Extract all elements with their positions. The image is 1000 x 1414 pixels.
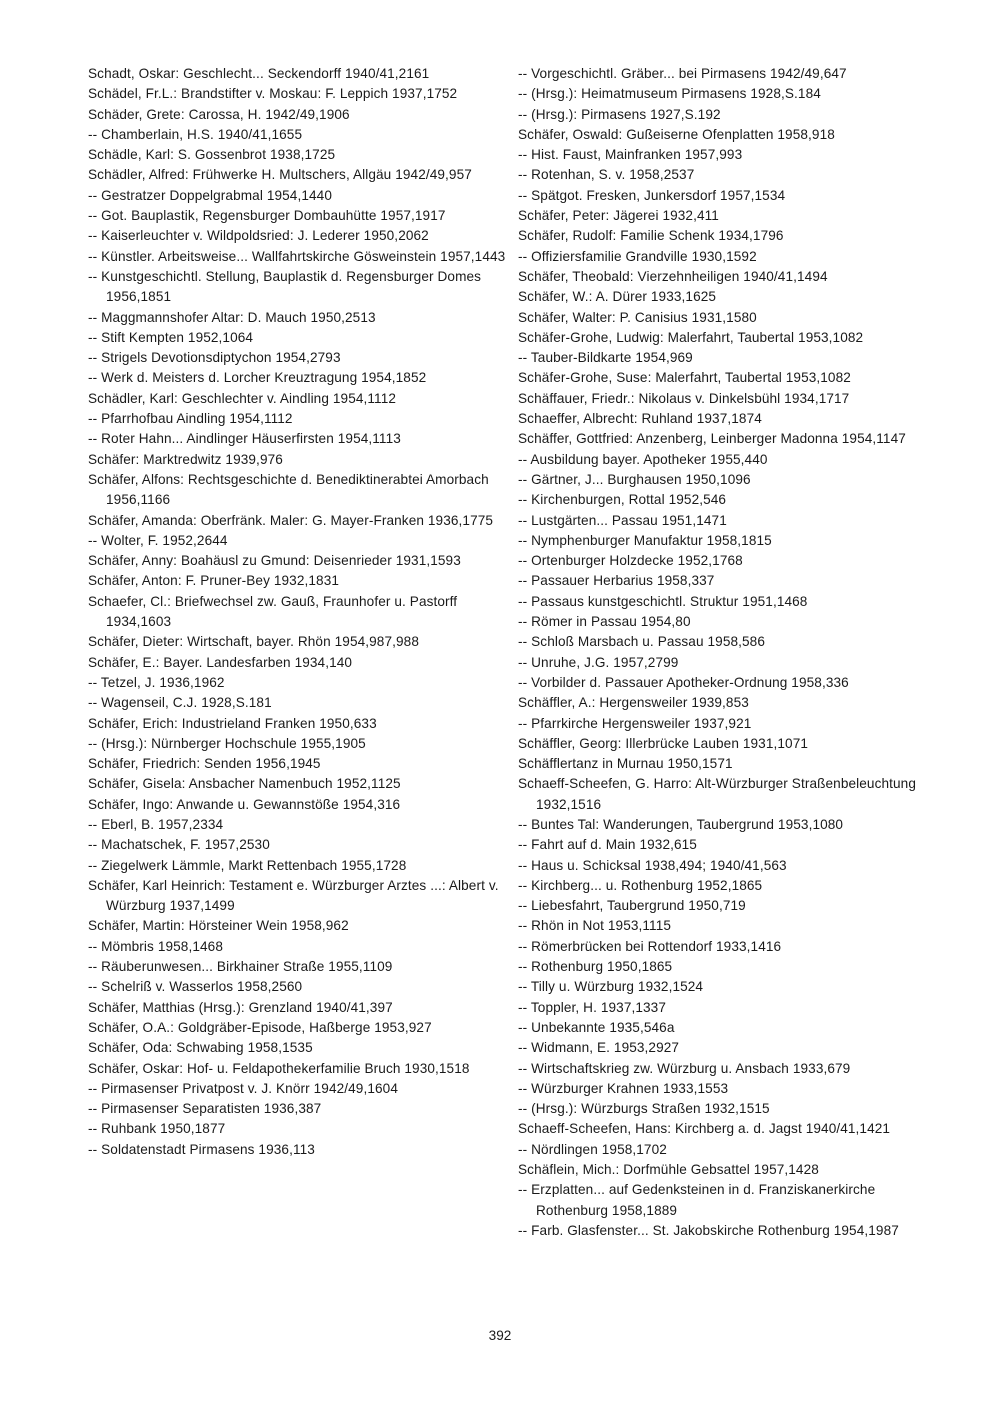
index-entry: Schäfer, Martin: Hörsteiner Wein 1958,962: [88, 918, 349, 934]
index-entry: -- Tauber-Bildkarte 1954,969: [518, 350, 693, 366]
index-entry: -- Räuberunwesen... Birkhainer Straße 1955,1109: [88, 959, 393, 975]
index-entry: Schäfer, E.: Bayer. Landesfarben 1934,140: [88, 654, 353, 670]
index-entry: -- Spätgot. Fresken, Junkersdorf 1957,1534: [518, 187, 786, 203]
index-entry: Schädel, Fr.L.: Brandstifter v. Moskau: F. Leppich 1937,1752: [88, 86, 458, 102]
index-entry: -- Wirtschaftskrieg zw. Würzburg u. Ansbach 1933,679: [518, 1060, 851, 1076]
index-entry: -- Römerbrücken bei Rottendorf 1933,1416: [518, 938, 782, 954]
index-entry: -- Offiziersfamilie Grandville 1930,1592: [518, 248, 757, 264]
index-entry: -- Pirmasenser Separatisten 1936,387: [88, 1101, 322, 1117]
index-entry: -- Machatschek, F. 1957,2530: [88, 837, 270, 853]
index-entry: -- Tetzel, J. 1936,1962: [88, 674, 225, 690]
index-entry: -- Würzburger Krahnen 1933,1553: [518, 1080, 729, 1096]
index-entry: -- Ziegelwerk Lämmle, Markt Rettenbach 1955,1728: [88, 857, 407, 873]
index-entry: -- Tilly u. Würzburg 1932,1524: [518, 979, 704, 995]
index-entry: Schäfer, O.A.: Goldgräber-Episode, Haßberge 1953,927: [88, 1019, 432, 1035]
index-entry: -- Unruhe, J.G. 1957,2799: [518, 654, 679, 670]
index-entry: Schäffer, Gottfried: Anzenberg, Leinberger Madonna 1954,1147: [518, 431, 906, 447]
index-entry: Schäfer, Dieter: Wirtschaft, bayer. Rhön 1954,987,988: [88, 634, 419, 650]
index-entry: -- Kirchberg... u. Rothenburg 1952,1865: [518, 877, 763, 893]
index-entry: -- Erzplatten... auf Gedenksteinen in d. Franziskanerkirche Rothenburg 1958,1889: [518, 1182, 876, 1218]
index-entry: -- Stift Kempten 1952,1064: [88, 329, 254, 345]
index-entry: Schäfer, Karl Heinrich: Testament e. Würzburger Arztes ...: Albert v. Würzburg 1937,1499: [88, 877, 499, 914]
index-entry: -- Werk d. Meisters d. Lorcher Kreuztragung 1954,1852: [88, 370, 427, 386]
index-entry: Schädle, Karl: S. Gossenbrot 1938,1725: [88, 147, 336, 163]
index-entry: Schäfer, Friedrich: Senden 1956,1945: [88, 756, 321, 772]
index-entry: -- Liebesfahrt, Taubergrund 1950,719: [518, 898, 746, 914]
index-entry: -- (Hrsg.): Heimatmuseum Pirmasens 1928,S.184: [518, 86, 821, 102]
page-number: 392: [488, 1328, 512, 1343]
index-entry: Schäfer-Grohe, Ludwig: Malerfahrt, Taubertal 1953,1082: [518, 329, 864, 345]
index-entry: Schäfer, Gisela: Ansbacher Namenbuch 1952,1125: [88, 776, 401, 792]
index-entry: Schäfer, Anton: F. Pruner-Bey 1932,1831: [88, 573, 340, 589]
index-entry: -- Vorgeschichtl. Gräber... bei Pirmasens 1942/49,647: [518, 66, 847, 81]
index-entry: -- Ruhbank 1950,1877: [88, 1121, 226, 1137]
index-entry: Schäfer, Oswald: Gußeiserne Ofenplatten 1958,918: [518, 126, 835, 142]
index-entry: -- Passaus kunstgeschichtl. Struktur 1951,1468: [518, 593, 808, 609]
left-column: [88, 64, 508, 1160]
index-entry: -- Vorbilder d. Passauer Apotheker-Ordnung 1958,336: [518, 674, 849, 690]
index-entry: -- Pfarrkirche Hergensweiler 1937,921: [518, 715, 752, 731]
index-entry: -- Kunstgeschichtl. Stellung, Bauplastik d. Regensburger Domes 1956,1851: [88, 268, 482, 305]
index-entry: -- Strigels Devotionsdiptychon 1954,2793: [88, 350, 341, 366]
right-column: [518, 64, 938, 1241]
index-entry: -- Römer in Passau 1954,80: [518, 614, 691, 630]
index-entry: -- (Hrsg.): Nürnberger Hochschule 1955,1905: [88, 735, 366, 751]
index-entry: -- Schelriß v. Wasserlos 1958,2560: [88, 979, 303, 995]
index-entry: Schäfer, Rudolf: Familie Schenk 1934,1796: [518, 228, 784, 244]
index-entry: -- Widmann, E. 1953,2927: [518, 1040, 680, 1056]
index-entry: -- Haus u. Schicksal 1938,494; 1940/41,563: [518, 857, 787, 873]
index-entry: -- Kaiserleuchter v. Wildpoldsried: J. Lederer 1950,2062: [88, 228, 429, 244]
index-entry: Schäfer, Alfons: Rechtsgeschichte d. Benediktinerabtei Amorbach 1956,1166: [88, 471, 489, 508]
index-entry: -- Gestratzer Doppelgrabmal 1954,1440: [88, 187, 332, 203]
index-entry: Schaeff-Scheefen, Hans: Kirchberg a. d. Jagst 1940/41,1421: [518, 1121, 891, 1137]
index-entry: Schäfer, Oskar: Hof- u. Feldapothekerfamilie Bruch 1930,1518: [88, 1060, 470, 1076]
index-entry: -- Toppler, H. 1937,1337: [518, 999, 667, 1015]
index-entry: -- Rotenhan, S. v. 1958,2537: [518, 167, 695, 183]
index-entry: Schäfer, Peter: Jägerei 1932,411: [518, 208, 719, 224]
index-entry: -- Schloß Marsbach u. Passau 1958,586: [518, 634, 766, 650]
index-entry: -- Wagenseil, C.J. 1928,S.181: [88, 695, 272, 711]
index-entry: -- Rothenburg 1950,1865: [518, 959, 673, 975]
index-entry: -- Ortenburger Holzdecke 1952,1768: [518, 553, 743, 569]
index-entry: Schaeffer, Albrecht: Ruhland 1937,1874: [518, 411, 762, 427]
index-entry: Schäfer, Matthias (Hrsg.): Grenzland 1940/41,397: [88, 999, 393, 1015]
index-entry: Schäflein, Mich.: Dorfmühle Gebsattel 1957,1428: [518, 1162, 819, 1178]
index-entry: Schäfer, Anny: Boahäusl zu Gmund: Deisenrieder 1931,1593: [88, 553, 461, 569]
index-entry: -- Passauer Herbarius 1958,337: [518, 573, 715, 589]
index-entry: Schäfer, Oda: Schwabing 1958,1535: [88, 1040, 313, 1056]
index-entry: -- Lustgärten... Passau 1951,1471: [518, 512, 727, 528]
index-entry: Schaefer, Cl.: Briefwechsel zw. Gauß, Fraunhofer u. Pastorff 1934,1603: [88, 593, 458, 630]
index-entry: Schäffler, Georg: Illerbrücke Lauben 1931,1071: [518, 735, 809, 751]
index-entry: -- Gärtner, J... Burghausen 1950,1096: [518, 471, 751, 487]
index-entry: -- Roter Hahn... Aindlinger Häuserfirsten 1954,1113: [88, 431, 401, 447]
index-entry: -- Pfarrhofbau Aindling 1954,1112: [88, 411, 293, 427]
index-entry: -- Buntes Tal: Wanderungen, Taubergrund 1953,1080: [518, 816, 844, 832]
index-entry: Schäffler, A.: Hergensweiler 1939,853: [518, 695, 749, 711]
index-entry: Schäfer, W.: A. Dürer 1933,1625: [518, 289, 717, 305]
index-entry: Schäfer, Erich: Industrieland Franken 1950,633: [88, 715, 377, 731]
index-entry: Schäfer-Grohe, Suse: Malerfahrt, Taubertal 1953,1082: [518, 370, 851, 386]
index-entry: -- Hist. Faust, Mainfranken 1957,993: [518, 147, 743, 163]
index-entry: Schäder, Grete: Carossa, H. 1942/49,1906: [88, 106, 350, 122]
index-entry: -- Eberl, B. 1957,2334: [88, 816, 224, 832]
index-entry: Schäfer: Marktredwitz 1939,976: [88, 451, 283, 467]
index-entry: -- Fahrt auf d. Main 1932,615: [518, 837, 697, 853]
index-entry: -- Nördlingen 1958,1702: [518, 1141, 667, 1157]
index-entry: -- Kirchenburgen, Rottal 1952,546: [518, 492, 727, 508]
index-entry: Schäfflertanz in Murnau 1950,1571: [518, 756, 733, 772]
index-entry: Schäfer, Ingo: Anwande u. Gewannstöße 1954,316: [88, 796, 401, 812]
index-entry: -- Chamberlain, H.S. 1940/41,1655: [88, 126, 303, 142]
index-entry: -- Got. Bauplastik, Regensburger Dombauhütte 1957,1917: [88, 208, 446, 224]
index-entry: -- Künstler. Arbeitsweise... Wallfahrtskirche Gösweinstein 1957,1443: [88, 248, 506, 264]
index-entry: -- (Hrsg.): Pirmasens 1927,S.192: [518, 106, 721, 122]
index-entry: Schädler, Alfred: Frühwerke H. Multschers, Allgäu 1942/49,957: [88, 167, 472, 183]
index-entry: -- Rhön in Not 1953,1115: [518, 918, 672, 934]
index-entry: Schädler, Karl: Geschlechter v. Aindling 1954,1112: [88, 390, 397, 406]
index-entry: -- Wolter, F. 1952,2644: [88, 532, 228, 548]
index-entry: Schadt, Oskar: Geschlecht... Seckendorff 1940/41,2161: [88, 66, 430, 81]
index-entry: -- Farb. Glasfenster... St. Jakobskirche Rothenburg 1954,1987: [518, 1222, 899, 1238]
index-entry: Schäffauer, Friedr.: Nikolaus v. Dinkelsbühl 1934,1717: [518, 390, 850, 406]
index-entry: Schaeff-Scheefen, G. Harro: Alt-Würzburger Straßenbeleuchtung 1932,1516: [518, 776, 917, 812]
index-entry: Schäfer, Walter: P. Canisius 1931,1580: [518, 309, 757, 325]
index-entry: -- Mömbris 1958,1468: [88, 938, 223, 954]
index-entry: -- Nymphenburger Manufaktur 1958,1815: [518, 532, 772, 548]
index-entry: -- Maggmannshofer Altar: D. Mauch 1950,2513: [88, 309, 376, 325]
index-entry: Schäfer, Theobald: Vierzehnheiligen 1940/41,1494: [518, 268, 828, 284]
index-entry: Schäfer, Amanda: Oberfränk. Maler: G. Mayer-Franken 1936,1775: [88, 512, 494, 528]
index-entry: -- (Hrsg.): Würzburgs Straßen 1932,1515: [518, 1101, 770, 1117]
index-entry: -- Pirmasenser Privatpost v. J. Knörr 1942/49,1604: [88, 1080, 398, 1096]
index-entry: -- Ausbildung bayer. Apotheker 1955,440: [518, 451, 768, 467]
index-entry: -- Unbekannte 1935,546a: [518, 1019, 675, 1035]
index-entry: -- Soldatenstadt Pirmasens 1936,113: [88, 1141, 315, 1157]
